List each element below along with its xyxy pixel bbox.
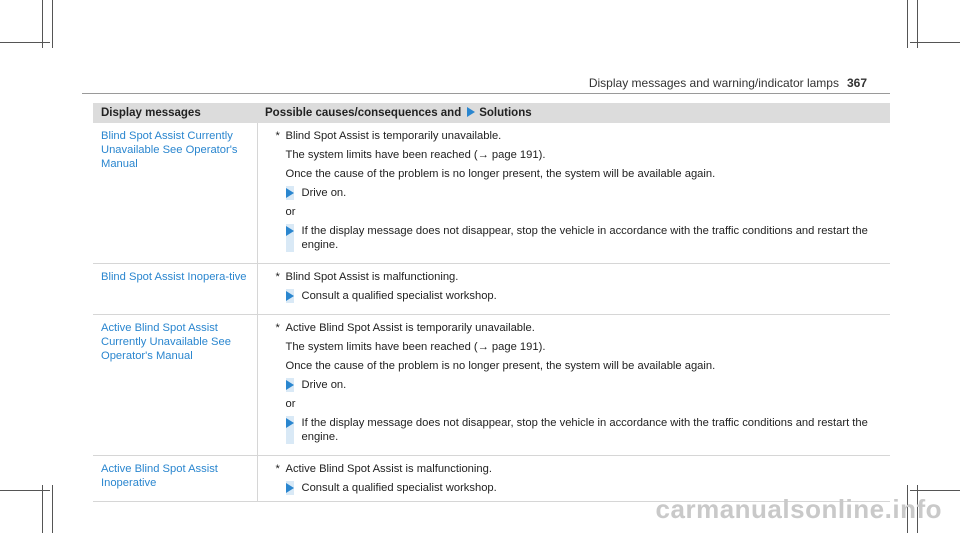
cause-detail: The system limits have been reached (→ page 191). — [285, 149, 546, 161]
triangle-icon — [286, 188, 294, 198]
table-row — [93, 123, 890, 264]
cause: * Blind Spot Assist is temporarily unavailable. — [275, 130, 502, 142]
crop-mark — [910, 42, 960, 43]
table-row — [93, 264, 890, 315]
cause-detail: Once the cause of the problem is no longer present, the system will be available again. — [285, 168, 716, 180]
solution-step: Drive on. — [286, 378, 883, 392]
display-message: Active Blind Spot Assist Currently Unavailable See Operator's Manual — [93, 315, 257, 456]
solution-step: Consult a qualified specialist workshop. — [286, 289, 883, 303]
column-header-causes — [257, 103, 890, 123]
solution-step: If the display message does not disappear, stop the vehicle in accordance with the traffic conditions and restart the engine. — [286, 416, 883, 444]
watermark: carmanualsonline.info — [655, 494, 942, 524]
or-text: or — [285, 398, 296, 410]
column-header-causes-text: Possible causes/consequences and — [265, 107, 462, 119]
messages-table — [93, 103, 890, 502]
crop-mark — [42, 485, 43, 533]
causes-cell — [257, 123, 890, 264]
cause-detail: Once the cause of the problem is no longer present, the system will be available again. — [285, 360, 716, 372]
triangle-icon — [286, 418, 294, 428]
crop-mark — [52, 485, 53, 533]
solution-step: Consult a qualified specialist workshop. — [286, 481, 883, 495]
asterisk-icon: * — [275, 463, 280, 475]
page-header — [589, 76, 867, 90]
cause: * Active Blind Spot Assist is temporarily unavailable. — [275, 322, 535, 334]
solution-step: If the display message does not disappear, stop the vehicle in accordance with the traffic conditions and restart the engine. — [286, 224, 883, 252]
causes-cell — [257, 264, 890, 315]
asterisk-icon: * — [275, 322, 280, 334]
triangle-icon — [286, 483, 294, 493]
display-message: Active Blind Spot Assist Inoperative — [93, 456, 257, 502]
crop-mark — [910, 490, 960, 491]
display-message: Blind Spot Assist Currently Unavailable See Operator's Manual — [93, 123, 257, 264]
crop-mark — [0, 490, 50, 491]
causes-cell — [257, 315, 890, 456]
table-header-row — [93, 103, 890, 123]
triangle-icon — [286, 226, 294, 236]
page-number: 367 — [846, 76, 867, 90]
asterisk-icon: * — [275, 271, 280, 283]
cause: * Active Blind Spot Assist is malfunctioning. — [275, 463, 492, 475]
crop-mark — [0, 42, 50, 43]
or-text: or — [285, 206, 296, 218]
header-rule — [82, 93, 890, 94]
triangle-icon — [286, 380, 294, 390]
column-header-messages: Display messages — [93, 103, 257, 123]
display-message: Blind Spot Assist Inopera-tive — [93, 264, 257, 315]
solution-step: Drive on. — [286, 186, 883, 200]
page-header-title: Display messages and warning/indicator lamps — [588, 76, 839, 90]
crop-mark — [52, 0, 53, 48]
crop-mark — [907, 0, 908, 48]
crop-mark — [42, 0, 43, 48]
crop-mark — [917, 0, 918, 48]
triangle-icon — [286, 291, 294, 301]
triangle-icon — [467, 107, 475, 117]
cause-detail: The system limits have been reached (→ page 191). — [285, 341, 546, 353]
cause: * Blind Spot Assist is malfunctioning. — [275, 271, 459, 283]
asterisk-icon: * — [275, 130, 280, 142]
column-header-solutions-text: Solutions — [479, 107, 532, 119]
table-row — [93, 315, 890, 456]
